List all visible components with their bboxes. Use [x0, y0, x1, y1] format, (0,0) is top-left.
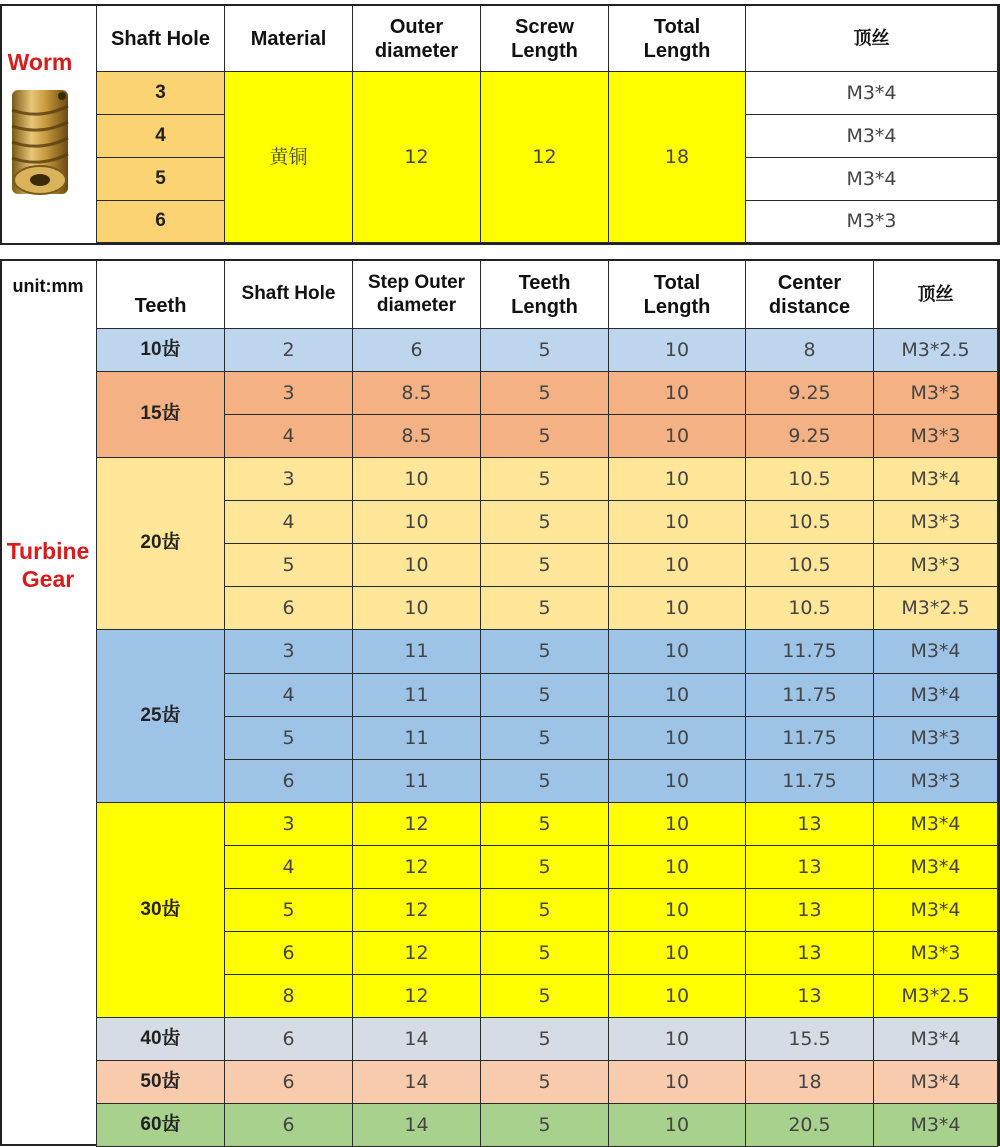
gear-header-step-line2: diameter: [376, 294, 457, 316]
gear-total-length-cell: 10: [609, 975, 746, 1018]
gear-set-screw-cell: M3*4: [874, 1061, 998, 1104]
worm-set-screw-cell: M3*3: [746, 201, 998, 243]
gear-total-length-cell: 10: [609, 372, 746, 415]
worm-header-material: Material: [225, 6, 353, 72]
gear-teeth-length-cell: 5: [481, 932, 609, 975]
gear-header-shaft-hole: Shaft Hole: [225, 261, 353, 329]
gear-center-distance-cell: 8: [746, 329, 874, 372]
gear-center-distance-cell: 18: [746, 1061, 874, 1104]
gear-center-distance-cell: 10.5: [746, 544, 874, 587]
worm-screw-length-cell: 12: [481, 72, 609, 243]
gear-total-length-cell: 10: [609, 889, 746, 932]
worm-set-screw-cell: M3*4: [746, 158, 998, 201]
gear-step-outer-diameter-cell: 12: [353, 846, 481, 889]
gear-set-screw-cell: M3*4: [874, 1018, 998, 1061]
teeth-count-cell: 60齿: [96, 1104, 225, 1147]
teeth-count-cell: 25齿: [96, 630, 225, 803]
gear-shaft-hole-cell: 5: [225, 717, 353, 760]
gear-header-total-line2: Length: [643, 295, 711, 318]
gear-header-teeth: Teeth: [96, 261, 225, 329]
gear-center-distance-cell: 10.5: [746, 501, 874, 544]
gear-set-screw-cell: M3*3: [874, 372, 998, 415]
worm-shaft-hole-cell: 4: [96, 115, 225, 158]
gear-total-length-cell: 10: [609, 415, 746, 458]
worm-header-screw-line1: Screw: [515, 15, 574, 38]
gear-header-teeth-len-line2: Length: [511, 295, 578, 318]
gear-total-length-cell: 10: [609, 1018, 746, 1061]
worm-shaft-hole-cell: 5: [96, 158, 225, 201]
gear-step-outer-diameter-cell: 12: [353, 889, 481, 932]
gear-shaft-hole-cell: 6: [225, 1104, 353, 1147]
gear-set-screw-cell: M3*2.5: [874, 975, 998, 1018]
gear-set-screw-cell: M3*3: [874, 501, 998, 544]
worm-total-length-cell: 18: [609, 72, 746, 243]
gear-shaft-hole-cell: 4: [225, 501, 353, 544]
gear-teeth-length-cell: 5: [481, 329, 609, 372]
gear-teeth-length-cell: 5: [481, 544, 609, 587]
gear-shaft-hole-cell: 5: [225, 544, 353, 587]
gear-header-center-line1: Center: [777, 271, 842, 294]
gear-shaft-hole-cell: 6: [225, 1018, 353, 1061]
gear-center-distance-cell: 11.75: [746, 674, 874, 717]
gear-teeth-length-cell: 5: [481, 372, 609, 415]
teeth-count-cell: 10齿: [96, 329, 225, 372]
gear-teeth-length-cell: 5: [481, 1018, 609, 1061]
worm-outer-diameter-cell: 12: [353, 72, 481, 243]
gear-set-screw-cell: M3*4: [874, 630, 998, 674]
gear-set-screw-cell: M3*3: [874, 717, 998, 760]
gear-header-center-line2: distance: [768, 295, 851, 318]
gear-shaft-hole-cell: 3: [225, 803, 353, 846]
gear-center-distance-cell: 20.5: [746, 1104, 874, 1147]
gear-total-length-cell: 10: [609, 717, 746, 760]
gear-teeth-length-cell: 5: [481, 587, 609, 630]
gear-set-screw-cell: M3*4: [874, 458, 998, 501]
gear-header-total-length: [609, 261, 746, 329]
gear-center-distance-cell: 10.5: [746, 587, 874, 630]
unit-label: unit:mm: [12, 276, 84, 297]
gear-center-distance-cell: 13: [746, 932, 874, 975]
gear-center-distance-cell: 15.5: [746, 1018, 874, 1061]
gear-total-length-cell: 10: [609, 329, 746, 372]
gear-step-outer-diameter-cell: 12: [353, 932, 481, 975]
gear-total-length-cell: 10: [609, 803, 746, 846]
gear-teeth-length-cell: 5: [481, 415, 609, 458]
worm-header-total-line2: Length: [643, 39, 711, 62]
worm-material-cell: 黄铜: [225, 72, 353, 243]
gear-step-outer-diameter-cell: 8.5: [353, 415, 481, 458]
gear-shaft-hole-cell: 2: [225, 329, 353, 372]
gear-shaft-hole-cell: 6: [225, 1061, 353, 1104]
gear-header-total-line1: Total: [653, 271, 701, 294]
worm-header-outer-line1: Outer: [389, 15, 444, 38]
teeth-count-cell: 30齿: [96, 803, 225, 1018]
worm-header-outer-diameter: [353, 6, 481, 72]
gear-header-set-screw: 顶丝: [874, 261, 998, 329]
gear-shaft-hole-cell: 3: [225, 372, 353, 415]
gear-total-length-cell: 10: [609, 587, 746, 630]
gear-total-length-cell: 10: [609, 544, 746, 587]
worm-set-screw-cell: M3*4: [746, 115, 998, 158]
gear-teeth-length-cell: 5: [481, 1104, 609, 1147]
gear-center-distance-cell: 11.75: [746, 717, 874, 760]
gear-header-teeth-len-line1: Teeth: [518, 271, 571, 294]
gear-set-screw-cell: M3*4: [874, 803, 998, 846]
gear-header-step-line1: Step Outer: [367, 271, 466, 293]
gear-step-outer-diameter-cell: 6: [353, 329, 481, 372]
gear-teeth-length-cell: 5: [481, 501, 609, 544]
gear-center-distance-cell: 9.25: [746, 372, 874, 415]
gear-step-outer-diameter-cell: 10: [353, 587, 481, 630]
gear-teeth-length-cell: 5: [481, 846, 609, 889]
worm-header-total-length: [609, 6, 746, 72]
gear-center-distance-cell: 10.5: [746, 458, 874, 501]
gear-total-length-cell: 10: [609, 630, 746, 674]
gear-step-outer-diameter-cell: 14: [353, 1018, 481, 1061]
gear-teeth-length-cell: 5: [481, 674, 609, 717]
worm-header-screw-length: [481, 6, 609, 72]
gear-teeth-length-cell: 5: [481, 803, 609, 846]
gear-total-length-cell: 10: [609, 674, 746, 717]
teeth-count-cell: 20齿: [96, 458, 225, 630]
gear-set-screw-cell: M3*2.5: [874, 329, 998, 372]
gear-total-length-cell: 10: [609, 846, 746, 889]
gear-shaft-hole-cell: 8: [225, 975, 353, 1018]
worm-set-screw-cell: M3*4: [746, 72, 998, 115]
teeth-count-cell: 50齿: [96, 1061, 225, 1104]
gear-step-outer-diameter-cell: 10: [353, 458, 481, 501]
worm-shaft-hole-cell: 6: [96, 201, 225, 243]
gear-set-screw-cell: M3*3: [874, 415, 998, 458]
gear-set-screw-cell: M3*3: [874, 544, 998, 587]
teeth-count-cell: 40齿: [96, 1018, 225, 1061]
worm-header-outer-line2: diameter: [374, 39, 459, 62]
gear-teeth-length-cell: 5: [481, 760, 609, 803]
gear-teeth-length-cell: 5: [481, 458, 609, 501]
gear-step-outer-diameter-cell: 12: [353, 803, 481, 846]
gear-set-screw-cell: M3*4: [874, 846, 998, 889]
gear-shaft-hole-cell: 3: [225, 458, 353, 501]
gear-shaft-hole-cell: 4: [225, 415, 353, 458]
gear-set-screw-cell: M3*2.5: [874, 587, 998, 630]
gear-set-screw-cell: M3*4: [874, 674, 998, 717]
gear-step-outer-diameter-cell: 11: [353, 674, 481, 717]
gear-step-outer-diameter-cell: 8.5: [353, 372, 481, 415]
turbine-gear-label: [0, 528, 96, 604]
turbine-label-line1: Turbine: [6, 538, 90, 565]
gear-center-distance-cell: 9.25: [746, 415, 874, 458]
gear-shaft-hole-cell: 4: [225, 846, 353, 889]
turbine-label-line2: Gear: [21, 566, 75, 592]
gear-header-step-outer: [353, 261, 481, 329]
gear-step-outer-diameter-cell: 10: [353, 544, 481, 587]
gear-step-outer-diameter-cell: 14: [353, 1104, 481, 1147]
worm-label: Worm: [7, 49, 73, 76]
table-separator: [0, 245, 1000, 259]
gear-shaft-hole-cell: 6: [225, 932, 353, 975]
gear-center-distance-cell: 13: [746, 846, 874, 889]
gear-shaft-hole-cell: 6: [225, 760, 353, 803]
worm-header-total-line1: Total: [653, 15, 701, 38]
worm-header-shaft-hole: Shaft Hole: [96, 6, 225, 72]
gear-step-outer-diameter-cell: 11: [353, 760, 481, 803]
gear-center-distance-cell: 13: [746, 889, 874, 932]
gear-center-distance-cell: 13: [746, 803, 874, 846]
gear-header-teeth-length: [481, 261, 609, 329]
gear-step-outer-diameter-cell: 11: [353, 717, 481, 760]
teeth-count-cell: 15齿: [96, 372, 225, 458]
gear-total-length-cell: 10: [609, 760, 746, 803]
gear-shaft-hole-cell: 4: [225, 674, 353, 717]
worm-shaft-hole-cell: 3: [96, 72, 225, 115]
gear-set-screw-cell: M3*4: [874, 1104, 998, 1147]
gear-step-outer-diameter-cell: 11: [353, 630, 481, 674]
worm-header-screw-line2: Length: [511, 39, 578, 62]
gear-center-distance-cell: 11.75: [746, 630, 874, 674]
gear-step-outer-diameter-cell: 12: [353, 975, 481, 1018]
gear-total-length-cell: 10: [609, 458, 746, 501]
gear-set-screw-cell: M3*4: [874, 889, 998, 932]
gear-total-length-cell: 10: [609, 1061, 746, 1104]
gear-total-length-cell: 10: [609, 1104, 746, 1147]
gear-center-distance-cell: 11.75: [746, 760, 874, 803]
gear-set-screw-cell: M3*3: [874, 932, 998, 975]
gear-shaft-hole-cell: 3: [225, 630, 353, 674]
gear-teeth-length-cell: 5: [481, 1061, 609, 1104]
gear-center-distance-cell: 13: [746, 975, 874, 1018]
gear-header-center-distance: [746, 261, 874, 329]
worm-gear-image: [2, 84, 80, 202]
gear-set-screw-cell: M3*3: [874, 760, 998, 803]
gear-shaft-hole-cell: 6: [225, 587, 353, 630]
gear-total-length-cell: 10: [609, 501, 746, 544]
gear-step-outer-diameter-cell: 14: [353, 1061, 481, 1104]
gear-total-length-cell: 10: [609, 932, 746, 975]
gear-teeth-length-cell: 5: [481, 630, 609, 674]
gear-teeth-length-cell: 5: [481, 717, 609, 760]
gear-teeth-length-cell: 5: [481, 975, 609, 1018]
gear-step-outer-diameter-cell: 10: [353, 501, 481, 544]
gear-teeth-length-cell: 5: [481, 889, 609, 932]
worm-header-set-screw: 顶丝: [746, 6, 998, 72]
gear-shaft-hole-cell: 5: [225, 889, 353, 932]
